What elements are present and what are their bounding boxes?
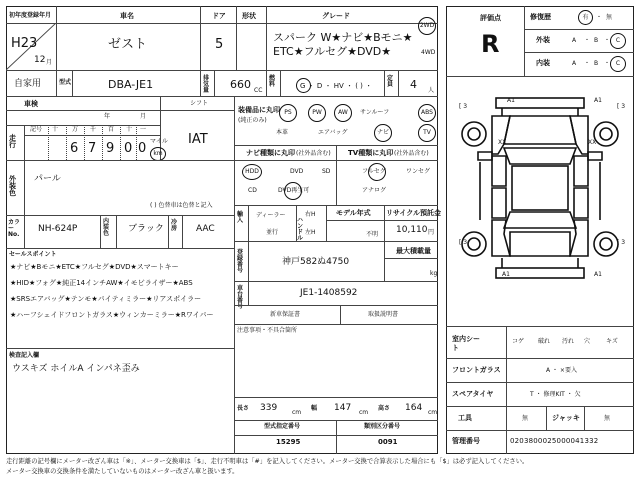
- inspection-year: 年: [104, 113, 111, 120]
- door-count: 5: [215, 37, 224, 52]
- drive-4wd-label: 4WD: [421, 49, 436, 56]
- score-value: R: [481, 30, 500, 58]
- mileage-digit: 7: [88, 141, 97, 156]
- recycle-value: 10,110: [396, 225, 428, 235]
- interior-grade-option: B: [594, 60, 599, 67]
- model-year-unknown: 不明: [366, 231, 379, 238]
- import-label: 輸入: [237, 211, 244, 224]
- plate-label: 登録番号: [237, 249, 244, 274]
- footer-line-1: 走行距離の記号欄にメーター改ざん車は「※」、メーター交換車は「$」、走行不明車は「#」を記入してください。メーター交換で合算表示した場合にも「$」は必ず記入してください。: [6, 458, 529, 465]
- nav-type-item: SD: [322, 168, 331, 175]
- mileage-digit: 0: [138, 141, 147, 156]
- fuel-selected-circle: [296, 78, 311, 93]
- kg-unit: kg: [430, 270, 438, 277]
- first-reg-era: H23: [11, 36, 38, 51]
- use-type: 自家用: [14, 79, 42, 89]
- inspector-note-label: 注意事項・不具合箇所: [237, 327, 298, 334]
- inspection-month: 月: [140, 113, 147, 120]
- jack-value: 無: [604, 415, 611, 422]
- chassis-label: 車台番号: [237, 285, 244, 310]
- interior-seat-label: 室内シート: [452, 335, 480, 353]
- repair-history-option: 無: [606, 14, 613, 21]
- type-designation-label: 型式指定番号: [264, 423, 301, 430]
- tv-type-item: ワンセグ: [406, 168, 431, 175]
- diagram-label: A1: [594, 97, 602, 104]
- exterior-grade-option: B: [594, 37, 599, 44]
- recycle-label: リサイクル預託金: [386, 209, 442, 217]
- equipment-sub: (純正のみ): [238, 117, 267, 124]
- sales-point-line: ★HID★フォグ★純正14インチAW★イモビライザー★ABS: [10, 279, 193, 287]
- tools-label: 工具: [458, 414, 472, 422]
- model-code: DBA-JE1: [108, 78, 154, 91]
- max-load-label: 最大積載量: [396, 247, 431, 255]
- nav-type-item: DVD再生可: [278, 187, 310, 194]
- digit-header: 万: [72, 126, 79, 133]
- category-label: 類別区分番号: [364, 423, 401, 430]
- front-glass-value: A ・ ×要入: [546, 367, 577, 374]
- grade-line-2: ETC★フルセグ★DVD★: [273, 45, 392, 58]
- chassis-value: JE1-1408592: [300, 288, 358, 298]
- diagram-label: A1: [507, 97, 515, 104]
- color-code-label: カラーNo.: [8, 219, 21, 238]
- diagram-label: A1: [594, 271, 602, 278]
- nav-type-item: CD: [248, 187, 257, 194]
- tv-type-item: フルセグ: [362, 168, 386, 175]
- digit-header: 百: [108, 126, 115, 133]
- interior-grade-option: ・: [604, 60, 611, 67]
- nav-type-item: DVD: [290, 168, 304, 175]
- seat-item: 穴: [584, 338, 591, 345]
- digit-header: 一: [140, 126, 147, 133]
- seat-item: コゲ: [512, 338, 525, 345]
- ac-label: 冷房: [171, 219, 178, 232]
- car-name-label: 車名: [120, 12, 134, 20]
- digit-header: 千: [90, 126, 97, 133]
- mileage-label: 走行: [9, 134, 16, 149]
- sales-point-line: ★ナビ★Bモニ★ETC★フルセグ★DVD★スマートキー: [10, 263, 179, 271]
- right-hand-label: 右H: [305, 211, 316, 218]
- seat-item: 汚れ: [562, 338, 575, 345]
- tv-type-label: TV種類に丸印: [348, 149, 394, 157]
- inspection-label: 車検: [24, 100, 38, 108]
- length-label: 長さ: [237, 405, 250, 412]
- equipment-circle: ナビ: [374, 124, 392, 142]
- sales-point-label: セールスポイント: [9, 251, 57, 258]
- first-reg-label: 初年度登録年月: [9, 12, 52, 19]
- car-damage-diagram: [452, 86, 628, 300]
- mileage-digit: 0: [124, 141, 133, 156]
- sales-point-line: ★SRSエアバッグ★テンモ★パイティミラー★リアスポイラー: [10, 295, 202, 303]
- interior-color-label: 内装色: [103, 218, 110, 237]
- model-label: 型式: [59, 79, 72, 86]
- width-label: 幅: [311, 405, 318, 412]
- shape-label: 形状: [242, 12, 256, 20]
- parallel-label: 並行: [266, 229, 279, 236]
- exterior-grade-circle: C: [610, 33, 626, 49]
- capacity: 4: [410, 78, 417, 91]
- equipment-circle: PS: [279, 104, 297, 122]
- diagram-label: XX: [498, 139, 507, 146]
- seat-item: キズ: [606, 338, 618, 345]
- sales-point-line: ★ハーフシェイドフロントガラス★ウィンカーミラー★Rワイパー: [10, 311, 214, 319]
- management-number-label: 管理番号: [452, 437, 480, 445]
- height-label: 高さ: [378, 405, 391, 412]
- equipment-circle: TV: [418, 124, 436, 142]
- repair-history-option: ・: [596, 14, 603, 21]
- exterior-grade-option: ・: [604, 37, 611, 44]
- dealer-label: ディーラー: [256, 212, 286, 219]
- diagram-label: [ 3: [459, 239, 468, 246]
- remarks-label: 検査記入欄: [9, 352, 40, 359]
- diagram-label: [ 3: [617, 103, 626, 110]
- diagram-label: A1: [502, 271, 510, 278]
- shift-label: シフト: [190, 100, 209, 107]
- car-name: ゼスト: [108, 37, 148, 52]
- digit-header: 記号: [30, 126, 43, 133]
- spare-tire-label: スペアタイヤ: [452, 390, 494, 398]
- interior-grade-option: ・: [584, 60, 591, 67]
- equipment-item: 本革: [276, 129, 289, 136]
- handle-label: ハンドル: [297, 217, 304, 242]
- drive-2wd-label: 2WD: [419, 22, 435, 29]
- mileage-digit: 9: [106, 141, 115, 156]
- nav-hdd-circle: HDD: [242, 164, 262, 180]
- color-note: ( ) 色替車は色替と記入: [150, 202, 213, 209]
- remarks-text: ウスキズ ホイルA インパネ歪み: [12, 364, 140, 374]
- ac-value: AAC: [196, 224, 215, 234]
- door-label: ドア: [212, 12, 226, 20]
- yen-unit: 円: [428, 229, 435, 236]
- nav-type-sub: (社外品含む): [296, 150, 331, 157]
- diagram-label: XX: [588, 139, 597, 146]
- left-hand-label: 左H: [305, 229, 316, 236]
- digit-header: 十: [126, 126, 133, 133]
- exterior-color: パール: [34, 174, 61, 184]
- exterior-grade-option: ・: [584, 37, 591, 44]
- tv-type-sub: (社外品含む): [394, 150, 429, 157]
- category-value: 0091: [378, 438, 398, 446]
- month-unit: 月: [46, 59, 53, 66]
- grade-line-1: スパーク W★ナビ★Bモニ★: [273, 31, 413, 44]
- length-value: 339: [260, 403, 278, 413]
- drive-2wd-circle: [418, 17, 436, 35]
- equipment-label: 装備品に丸印: [238, 106, 280, 114]
- new-car-warranty-label: 新車保証書: [270, 311, 301, 318]
- digit-header: 十: [52, 126, 59, 133]
- km-circle: [150, 147, 166, 161]
- interior-grade-label: 内装: [536, 59, 550, 67]
- mile-unit: マイル: [150, 138, 168, 145]
- shift-value: IAT: [188, 132, 208, 147]
- repair-history-circle: 有: [578, 10, 593, 25]
- nav-type-label: ナビ種類に丸印: [246, 149, 295, 157]
- front-glass-label: フロントガラス: [452, 366, 501, 374]
- displacement-label: 排気量: [203, 75, 210, 94]
- exterior-grade-option: A: [572, 37, 577, 44]
- manual-label: 取扱説明書: [368, 311, 399, 318]
- equipment-circle: ABS: [418, 104, 436, 122]
- tv-analog: アナログ: [362, 187, 387, 194]
- length-unit: cm: [292, 409, 302, 416]
- repair-history-label: 修復歴: [530, 13, 551, 21]
- first-reg-month: 12: [34, 55, 46, 65]
- grade-label: グレード: [322, 12, 350, 20]
- cc-unit: CC: [254, 87, 263, 94]
- exterior-color-label: 外装色: [9, 175, 16, 197]
- jack-label: ジャッキ: [552, 414, 580, 422]
- fuel-label: 燃料: [269, 75, 276, 88]
- km-unit: km: [153, 150, 163, 157]
- fuel-options: G ・ D ・ HV ・ ( ) ・: [300, 82, 373, 90]
- spare-tire-value: T ・ 修理KIT ・ 欠: [530, 391, 581, 398]
- displacement: 660: [230, 78, 251, 91]
- diagram-label: [ 3: [617, 239, 626, 246]
- type-designation-value: 15295: [276, 438, 301, 446]
- interior-grade-option: A: [572, 60, 577, 67]
- model-year-label: モデル年式: [336, 209, 371, 217]
- capacity-unit: 人: [428, 87, 435, 94]
- interior-grade-circle: C: [610, 56, 626, 72]
- management-number-value: 0203800025000041332: [510, 437, 599, 445]
- plate-value: 神戸582ぬ4750: [282, 257, 350, 267]
- height-value: 164: [405, 403, 423, 413]
- capacity-label: 定員: [387, 75, 394, 88]
- exterior-grade-label: 外装: [536, 36, 550, 44]
- height-unit: cm: [428, 409, 438, 416]
- width-unit: cm: [359, 409, 369, 416]
- footer-line-2: メーター交換車の交換条件を満たしていないものはメーター改ざん車と扱います。: [6, 468, 239, 475]
- equipment-item: エアバッグ: [318, 129, 348, 136]
- mileage-digit: 6: [70, 141, 79, 156]
- equipment-item: サンルーフ: [360, 109, 390, 116]
- equipment-circle: AW: [334, 104, 352, 122]
- interior-color: ブラック: [128, 224, 164, 234]
- width-value: 147: [334, 403, 352, 413]
- color-code: NH-624P: [38, 224, 78, 234]
- equipment-circle: PW: [308, 104, 326, 122]
- tools-value: 無: [522, 415, 529, 422]
- diagram-label: [ 3: [459, 103, 468, 110]
- score-label: 評価点: [480, 14, 501, 22]
- seat-item: 破れ: [538, 338, 551, 345]
